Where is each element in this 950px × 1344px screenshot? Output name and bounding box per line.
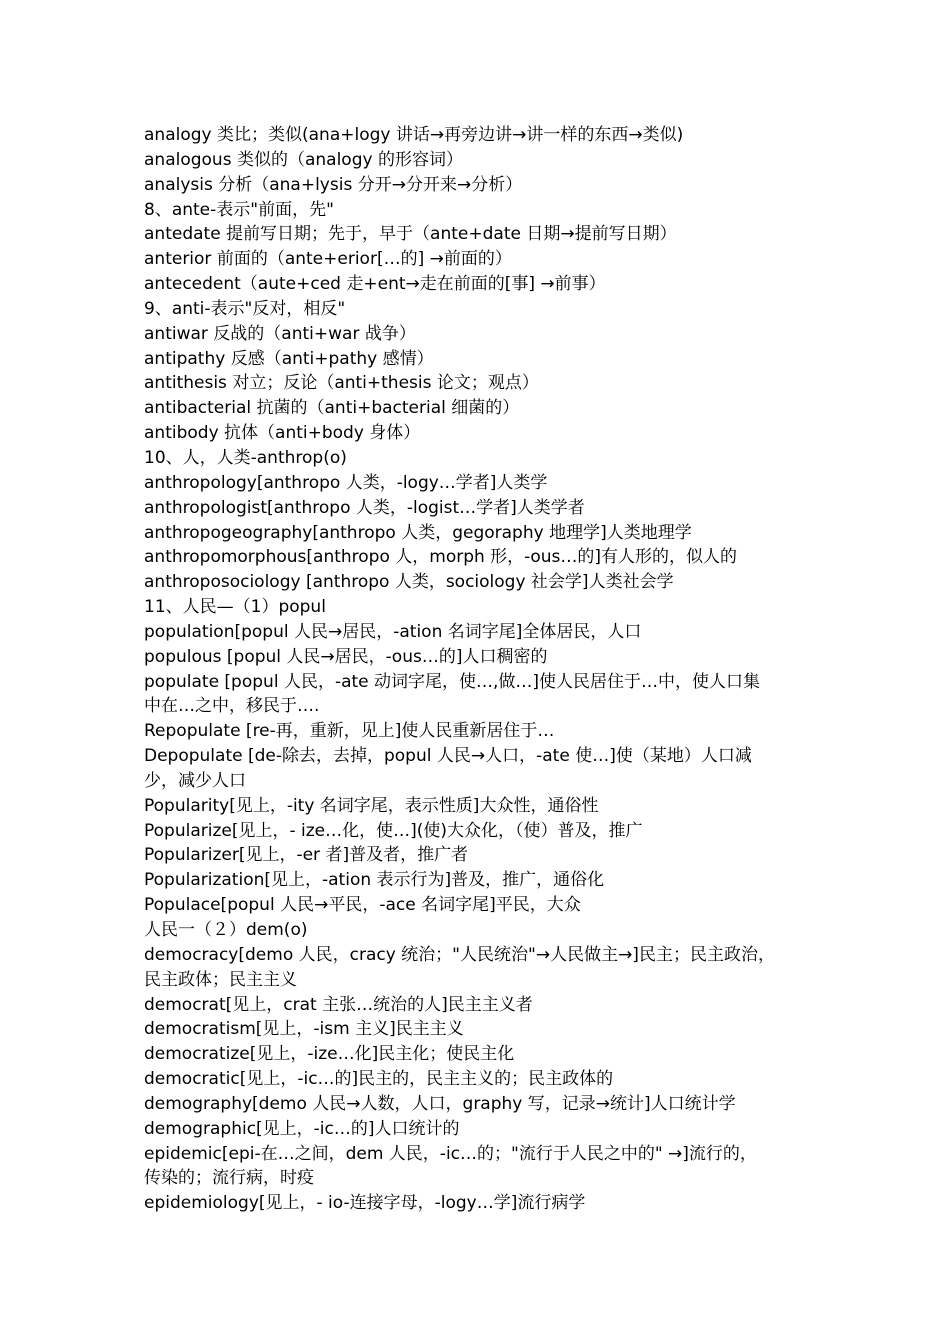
text-line: Popularization[见上，-ation 表示行为]普及，推广，通俗化: [144, 870, 605, 891]
text-line: analogy 类比；类似(ana+logy 讲话→再旁边讲→讲一样的东西→类似): [144, 125, 684, 145]
text-line: Popularize[见上，- ize…化，使…](使)大众化，（使）普及，推广: [144, 820, 643, 841]
text-line: Popularizer[见上，-er 者]普及者，推广者: [144, 845, 469, 866]
text-line: analogous 类似的（analogy 的形容词）: [144, 149, 463, 170]
text-line: populate [popul 人民，-ate 动词字尾，使…,做…]使人民居住于…中，使人口集: [144, 671, 761, 692]
text-line: Popularity[见上，-ity 名词字尾，表示性质]大众性，通俗性: [144, 795, 599, 816]
text-line: antiwar 反战的（anti+war 战争）: [144, 323, 416, 344]
text-line: anthroposociology [anthropo 人类，sociology 社会学]人类社会学: [144, 572, 674, 593]
text-line: antibody 抗体（anti+body 身体）: [144, 423, 421, 444]
text-line: Depopulate [de-除去，去掉，popul 人民→人口，-ate 使…]使（某地）人口减: [144, 746, 752, 767]
section-heading: 11、人民—（1）popul: [144, 597, 326, 618]
text-line: anthropomorphous[anthropo 人，morph 形，-ous…的]有人形的，似人的: [144, 547, 737, 568]
text-line: analysis 分析（ana+lysis 分开→分开来→分析）: [144, 174, 523, 195]
text-line: populous [popul 人民→居民，-ous…的]人口稠密的: [144, 646, 548, 667]
text-line: democratism[见上，-ism 主义]民主主义: [144, 1019, 464, 1040]
text-line: democratic[见上，-ic…的]民主的，民主主义的；民主政体的: [144, 1069, 614, 1090]
section-heading: 9、anti-表示"反对，相反": [144, 298, 346, 319]
text-line: epidemic[epi-在…之间，dem 人民，-ic…的；"流行于人民之中的" →]流行的，: [144, 1143, 757, 1164]
text-line: 少，减少人口: [144, 770, 246, 791]
text-line: democrat[见上，crat 主张…统治的人]民主主义者: [144, 994, 533, 1015]
text-line: epidemiology[见上，- io-连接字母，-logy…学]流行病学: [144, 1193, 586, 1214]
text-line: anterior 前面的（ante+erior[…的] →前面的）: [144, 249, 512, 270]
section-heading: 10、人，人类-anthrop(o): [144, 447, 347, 468]
text-line: antibacterial 抗菌的（anti+bacterial 细菌的）: [144, 398, 520, 419]
text-line: population[popul 人民→居民，-ation 名词字尾]全体居民，人口: [144, 621, 642, 642]
text-line: anthropologist[anthropo 人类，-logist…学者]人类学者: [144, 497, 585, 518]
text-line: democracy[demo 人民，cracy 统治；"人民统治"→人民做主→]民主；民主政治，: [144, 944, 775, 965]
text-line: anthropogeography[anthropo 人类，gegoraphy 地理学]人类地理学: [144, 522, 692, 543]
text-line: 传染的；流行病，时疫: [144, 1168, 314, 1189]
text-line: 中在…之中，移民于….: [144, 696, 320, 717]
text-line: Repopulate [re-再，重新，见上]使人民重新居住于…: [144, 721, 555, 742]
section-heading: 人民一（２）dem(o): [144, 920, 308, 940]
text-line: demographic[见上，-ic…的]人口统计的: [144, 1118, 460, 1139]
text-line: anthropology[anthropo 人类，-logy…学者]人类学: [144, 472, 548, 493]
text-line: 民主政体；民主主义: [144, 969, 297, 990]
text-line: demography[demo 人民→人数，人口，graphy 写，记录→统计]人口统计学: [144, 1093, 736, 1114]
text-line: antipathy 反感（anti+pathy 感情）: [144, 348, 434, 369]
text-line: democratize[见上，-ize…化]民主化；使民主化: [144, 1044, 515, 1065]
section-heading: 8、ante-表示"前面，先": [144, 199, 334, 220]
text-line: antedate 提前写日期；先于，早于（ante+date 日期→提前写日期）: [144, 224, 677, 245]
document-page: [144, 123, 824, 1216]
text-line: Populace[popul 人民→平民，-ace 名词字尾]平民，大众: [144, 895, 581, 916]
text-line: antecedent（aute+ced 走+ent→走在前面的[事] →前事）: [144, 274, 606, 295]
text-line: antithesis 对立；反论（anti+thesis 论文；观点）: [144, 373, 539, 394]
